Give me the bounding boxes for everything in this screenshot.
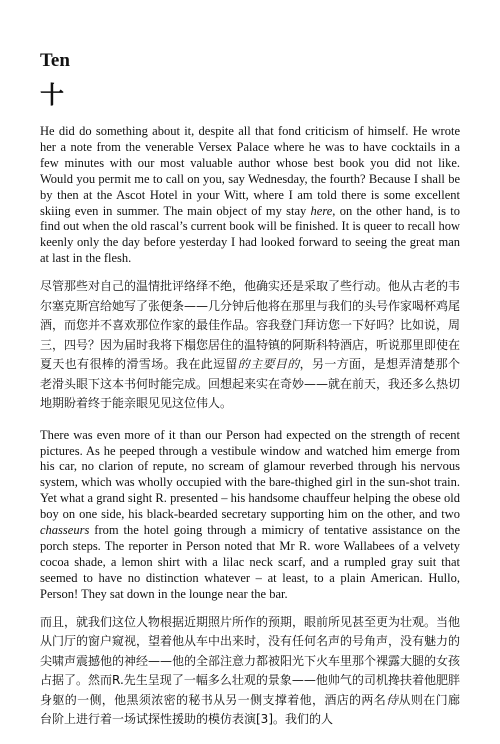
paragraph-english-1: He did do something about it, despite all that fond criticism of himself. He wrote her a note from the venerable Versex Palace where he was to have cocktails in a few minutes with our most valuable author whose best book you did not like. Would you permit me to call on you, say Wednesday, the fourth? Because I shall be by then at the Ascot Hotel in your Witt, where I am told there is some excellent skiing even in summer. The main object of my stay here, on the other hand, is to find out when the old rascal’s current book will be finished. It is queer to recall how keenly only the day before yesterday I had looked forward to seeing the great man at last in the flesh. (40, 124, 460, 266)
paragraph-chinese-2: 而且，就我们这位人物根据近期照片所作的预期，眼前所见甚至更为壮观。当他从门厅的窗户窥视，望着他从车中出来时，没有任何名声的号角声，没有魅力的尖啸声震撼他的神经——他的全部注意力都被阳光下火车里那个裸露大腿的女孩占据了。然而R.先生呈现了一幅多么壮观的景象——他帅气的司机搀扶着他肥胖身躯的一侧，他黑须浓密的秘书从另一侧支撑着他，酒店的两名侍从则在门廊台阶上进行着一场试探性援助的模仿表演[3]。我们的人 (40, 614, 461, 727)
chapter-title-english: Ten (40, 50, 70, 71)
chapter-title-chinese: 十 (40, 81, 64, 109)
emphasis: here (310, 203, 333, 218)
book-page (40, 48, 460, 744)
paragraph-chinese-1: 尽管那些对自己的温情批评络绎不绝，他确实还是采取了些行动。他从古老的韦尔塞克斯宫给她写了张便条——几分钟后他将在那里与我们的头号作家喝杯鸡尾酒，而您并不喜欢那位作家的最佳作品。容我登门拜访您一下好吗？比如说，周三，四号？因为届时我将下榻您居住的温特镇的阿斯科特酒店，听说那里即使在夏天也有很棒的滑雪场。我在此逗留的主要目的，另一方面，是想弄清楚那个老滑头眼下这本书何时能完成。回想起来实在奇妙——就在前天，我还多么热切地期盼着终于能亲眼见见这位伟人。 (40, 279, 461, 411)
emphasis: 的主要目的 (237, 357, 300, 372)
emphasis: chasseurs (40, 523, 90, 538)
paragraph-english-2: There was even more of it than our Person had expected on the strength of recent pictures. As he peeped through a vestibule window and watched him emerge from his car, no clarion of repute, no scream of glamour reverbed through his nervous system, which was wholly occupied with the bare-thighed girl in the sun-shot train. Yet what a grand sight R. presented – his handsome chauffeur helping the obese old boy on one side, his black-bearded secretary supporting him on the other, and two chasseurs from the hotel going through a mimicry of tentative assistance on the porch steps. The reporter in Person noted that Mr R. wore Wallabees of a velvety cocoa shade, a lemon shirt with a lilac neck scarf, and a rumpled gray suit that seemed to have no distinction whatever – at least, to a plain American. Hullo, Person! They sat down in the lounge near the bar. (40, 427, 460, 601)
emphasis: 侍 (386, 692, 399, 707)
